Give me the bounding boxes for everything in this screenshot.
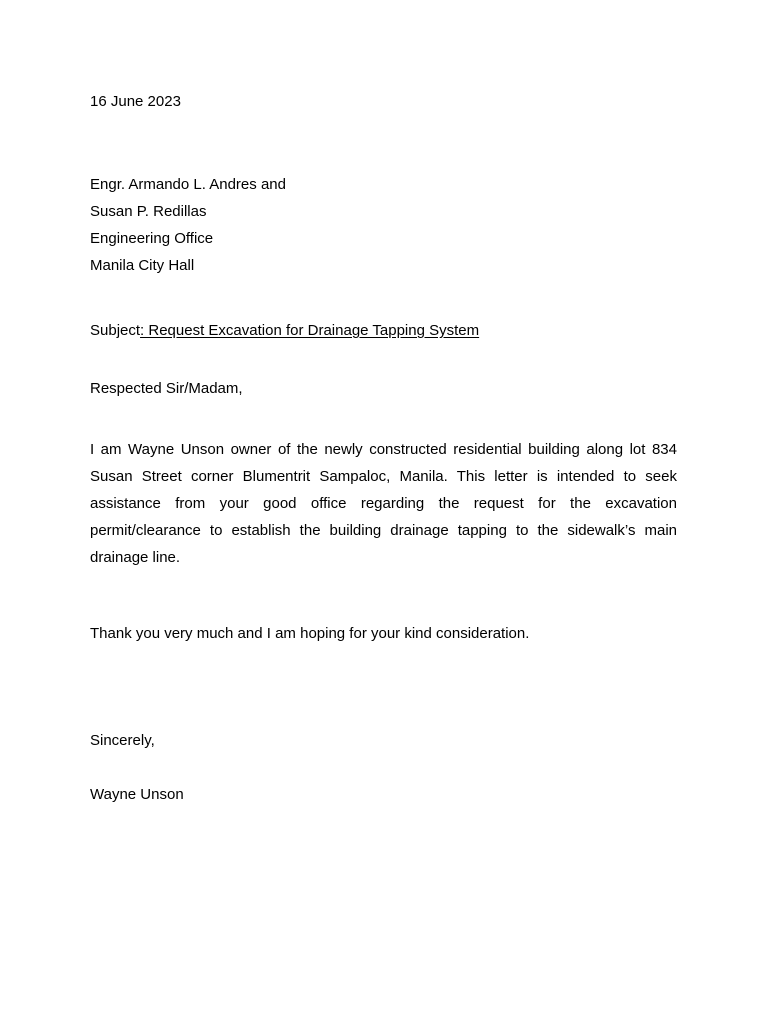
subject-text: : Request Excavation for Drainage Tapping System [140, 322, 480, 339]
recipient-line-4: Manila City Hall [90, 257, 195, 274]
signature-name: Wayne Unson [90, 786, 184, 803]
thanks-paragraph: Thank you very much and I am hoping for your kind consideration. [90, 625, 530, 642]
recipient-line-2: Susan P. Redillas [90, 203, 207, 220]
recipient-line-3: Engineering Office [90, 230, 214, 247]
body-paragraph: I am Wayne Unson owner of the newly constructed residential building along lot 834 Susan Street corner Blumentrit Sampaloc, Manila. This letter is intended to seek assistance from your good office regarding the request for the excavation permit/clearance to establish the building drainage tapping to the sidewalk’s main drainage line. [90, 441, 677, 566]
subject-line [90, 322, 479, 340]
letter-date: 16 June 2023 [90, 93, 181, 110]
salutation: Respected Sir/Madam, [90, 380, 243, 397]
closing: Sincerely, [90, 732, 155, 749]
recipient-line-1: Engr. Armando L. Andres and [90, 176, 286, 193]
subject-label: Subject [90, 322, 141, 339]
